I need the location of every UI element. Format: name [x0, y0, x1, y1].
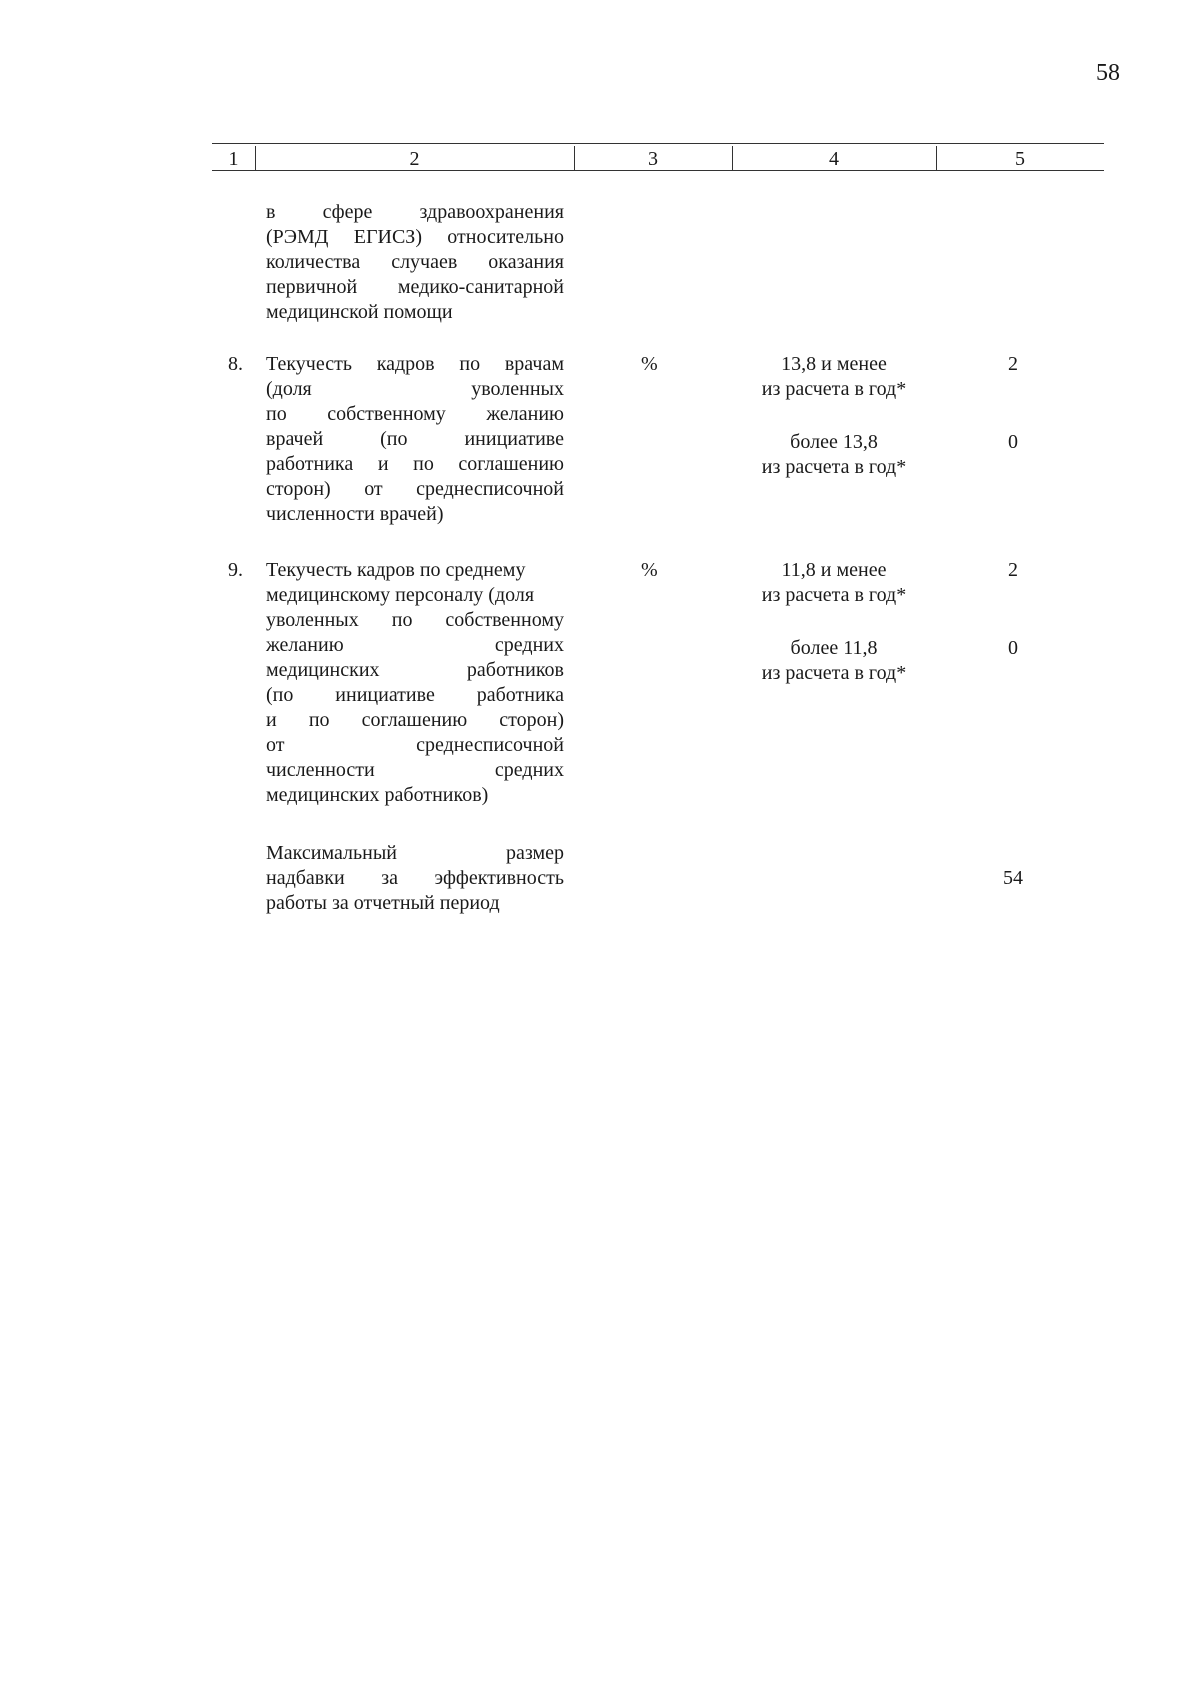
header-col-3: 3: [648, 148, 658, 170]
word: по: [413, 453, 434, 475]
text-line: [266, 300, 564, 325]
criterion-value: 13,8 и менее: [781, 353, 887, 375]
text-line: [266, 866, 564, 891]
word: количества: [266, 251, 361, 273]
row-8-number: 8.: [228, 353, 243, 375]
text-line: [266, 502, 564, 527]
text-line: [266, 683, 564, 708]
word: от: [364, 478, 383, 500]
header-col-5: 5: [1015, 148, 1025, 170]
word: инициативе: [464, 428, 564, 450]
word: среднесписочной: [416, 478, 564, 500]
text-line: [266, 352, 564, 377]
word: медицинскому персоналу (доля: [266, 584, 535, 606]
word: оказания: [488, 251, 564, 273]
text-line: [266, 608, 564, 633]
word: первичной: [266, 276, 358, 298]
row-8-indicator-text: [266, 352, 564, 527]
word: численности: [266, 759, 375, 781]
word: медицинских работников): [266, 784, 489, 806]
text-line: [266, 250, 564, 275]
text-line: [266, 452, 564, 477]
word: и: [266, 709, 277, 731]
word: работы за отчетный период: [266, 892, 500, 914]
word: врачам: [504, 353, 564, 375]
word: среднесписочной: [416, 734, 564, 756]
text-line: [266, 758, 564, 783]
word: по: [459, 353, 481, 375]
word: инициативе: [335, 684, 435, 706]
word: и: [377, 453, 389, 475]
word: по: [391, 609, 413, 631]
row-8-criterion-1: [732, 352, 936, 402]
word: сфере: [322, 201, 373, 223]
word: от: [266, 734, 285, 756]
criterion-value: более 11,8: [790, 637, 878, 659]
row-8-score-1: 2: [1008, 353, 1018, 375]
row-8-unit: %: [641, 353, 658, 375]
row-9-criterion-2: [732, 636, 936, 686]
row-9-number: 9.: [228, 559, 243, 581]
criterion-period: из расчета в год*: [761, 378, 907, 400]
row-8-criterion-2: [732, 430, 936, 480]
word: медико-санитарной: [397, 276, 564, 298]
word: собственному: [445, 609, 564, 631]
word: надбавки: [266, 867, 345, 889]
criterion-value: более 13,8: [790, 431, 878, 453]
criterion-period: из расчета в год*: [761, 662, 907, 684]
criterion-period: из расчета в год*: [761, 456, 907, 478]
word: уволенных: [266, 609, 359, 631]
criterion-period: из расчета в год*: [761, 584, 907, 606]
text-line: [266, 427, 564, 452]
word: в: [266, 201, 276, 223]
text-line: [266, 658, 564, 683]
row-9-score-2: 0: [1008, 637, 1018, 659]
word: уволенных: [471, 378, 564, 400]
word: работников: [466, 659, 564, 681]
word: работника: [476, 684, 564, 706]
word: желанию: [266, 634, 344, 656]
word: кадров: [376, 353, 435, 375]
word: врачей: [266, 428, 324, 450]
text-line: [266, 200, 564, 225]
header-col-4: 4: [829, 148, 839, 170]
word: Максимальный: [266, 842, 397, 864]
row-9-unit: %: [641, 559, 658, 581]
row-8-score-2: 0: [1008, 431, 1018, 453]
text-line: [266, 558, 564, 583]
word: работника: [266, 453, 354, 475]
text-line: [266, 477, 564, 502]
word: по: [266, 403, 287, 425]
text-line: [266, 225, 564, 250]
text-line: [266, 733, 564, 758]
word: медицинской помощи: [266, 301, 453, 323]
text-line: [266, 891, 564, 916]
word: собственному: [327, 403, 446, 425]
word: соглашению: [458, 453, 564, 475]
text-line: [266, 633, 564, 658]
criterion-value: 11,8 и менее: [781, 559, 887, 581]
page-number: 58: [1096, 60, 1120, 86]
header-col-2: 2: [409, 148, 420, 170]
word: относительно: [447, 226, 564, 248]
word: (доля: [266, 378, 312, 400]
text-line: [266, 583, 564, 608]
word: Текучесть: [266, 353, 352, 375]
word: здравоохранения: [419, 201, 564, 223]
word: эффективность: [434, 867, 564, 889]
row-continuation-text: [266, 200, 564, 325]
word: ЕГИСЗ): [353, 226, 422, 248]
word: сторон): [266, 478, 331, 500]
row-max-score: 54: [1003, 867, 1023, 889]
text-line: [266, 708, 564, 733]
word: численности врачей): [266, 503, 444, 525]
word: (РЭМД: [266, 226, 329, 248]
word: (по: [266, 684, 294, 706]
word: случаев: [391, 251, 458, 273]
text-line: [266, 841, 564, 866]
header-top-border: [212, 143, 1104, 144]
header-bottom-border: [212, 170, 1104, 171]
text-line: [266, 783, 564, 808]
text-line: [266, 377, 564, 402]
text-line: [266, 402, 564, 427]
row-max-text: [266, 841, 564, 916]
text-line: [266, 275, 564, 300]
row-9-criterion-1: [732, 558, 936, 608]
word: сторон): [499, 709, 564, 731]
word: Текучесть кадров по среднему: [266, 559, 526, 581]
word: медицинских: [266, 659, 380, 681]
word: по: [308, 709, 330, 731]
word: средних: [494, 634, 564, 656]
word: размер: [505, 842, 564, 864]
word: (по: [380, 428, 408, 450]
word: соглашению: [361, 709, 468, 731]
row-9-score-1: 2: [1008, 559, 1018, 581]
header-col-1: 1: [228, 148, 239, 170]
word: средних: [494, 759, 564, 781]
word: за: [381, 867, 398, 889]
word: желанию: [486, 403, 564, 425]
row-9-indicator-text: [266, 558, 564, 808]
